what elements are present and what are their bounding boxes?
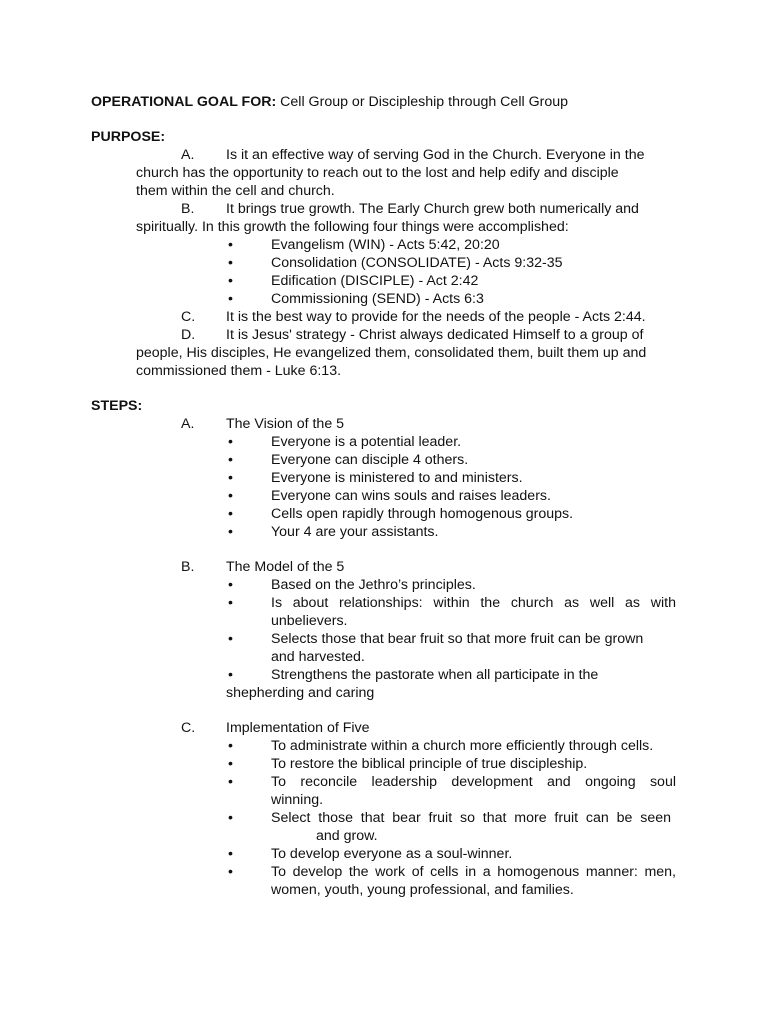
purpose-a-letter: A. [181,147,195,163]
bullet-icon: • [228,273,233,289]
steps-b-bullet-2a: Is about relationships: within the church as well as with [271,595,676,611]
purpose-c-letter: C. [181,309,196,325]
bullet-icon: • [228,846,233,862]
steps-a-bullet-2: Everyone can disciple 4 others. [271,452,469,468]
steps-c-bullet-5: To develop everyone as a soul-winner. [271,846,513,862]
steps-c-bullet-6a: To develop the work of cells in a homogenous manner: men, [271,864,676,880]
bullet-icon: • [228,595,233,611]
bullet-icon: • [228,452,233,468]
steps-a-bullet-4: Everyone can wins souls and raises leaders. [271,488,551,504]
steps-b-title: The Model of the 5 [226,559,345,575]
steps-b-letter: B. [181,559,195,575]
purpose-c-text: It is the best way to provide for the needs of the people - Acts 2:44. [226,309,646,325]
bullet-icon: • [228,864,233,880]
bullet-icon: • [228,470,233,486]
purpose-b-bullet-1: Evangelism (WIN) - Acts 5:42, 20:20 [271,237,500,253]
steps-c-bullet-2: To restore the biblical principle of true discipleship. [271,756,588,772]
steps-b-bullet-1: Based on the Jethro’s principles. [271,577,476,593]
bullet-icon: • [228,255,233,271]
bullet-icon: • [228,434,233,450]
bullet-icon: • [228,524,233,540]
steps-c-bullet-3b: winning. [271,792,324,808]
bullet-icon: • [228,506,233,522]
steps-b-bullet-2b: unbelievers. [271,613,348,629]
steps-c-bullet-4b: and grow. [316,828,378,844]
steps-a-bullet-6: Your 4 are your assistants. [271,524,439,540]
bullet-icon: • [228,237,233,253]
purpose-a-text-3: them within the cell and church. [136,183,335,199]
steps-c-bullet-1: To administrate within a church more efficiently through cells. [271,738,654,754]
bullet-icon: • [228,631,233,647]
steps-c-bullet-4a: Select those that bear fruit so that more fruit can be seen [271,810,671,826]
purpose-b-bullet-3: Edification (DISCIPLE) - Act 2:42 [271,273,479,289]
steps-heading: STEPS: [91,398,143,414]
purpose-a-text-1: Is it an effective way of serving God in the Church. Everyone in the [226,147,645,163]
purpose-d-text-1: It is Jesus' strategy - Christ always dedicated Himself to a group of [226,327,644,343]
steps-a-bullet-5: Cells open rapidly through homogenous groups. [271,506,574,522]
purpose-b-bullet-4: Commissioning (SEND) - Acts 6:3 [271,291,484,307]
purpose-d-text-3: commissioned them - Luke 6:13. [136,363,342,379]
steps-a-bullet-1: Everyone is a potential leader. [271,434,462,450]
steps-a-bullet-3: Everyone is ministered to and ministers. [271,470,523,486]
steps-c-bullet-3a: To reconcile leadership development and ongoing soul [271,774,676,790]
operational-goal-line [91,94,568,112]
steps-c-letter: C. [181,720,196,736]
purpose-heading: PURPOSE: [91,129,166,145]
steps-c-bullet-6b: women, youth, young professional, and families. [271,882,574,898]
bullet-icon: • [228,756,233,772]
steps-a-title: The Vision of the 5 [226,416,345,432]
bullet-icon: • [228,291,233,307]
purpose-d-text-2: people, His disciples, He evangelized them, consolidated them, built them up and [136,345,647,361]
purpose-b-text-2: spiritually. In this growth the following four things were accomplished: [136,219,569,235]
bullet-icon: • [228,810,233,826]
operational-goal-value: Cell Group or Discipleship through Cell Group [276,94,568,110]
purpose-d-letter: D. [181,327,196,343]
bullet-icon: • [228,488,233,504]
purpose-b-text-1: It brings true growth. The Early Church grew both numerically and [226,201,639,217]
bullet-icon: • [228,738,233,754]
steps-a-letter: A. [181,416,195,432]
steps-b-bullet-3a: Selects those that bear fruit so that more fruit can be grown [271,631,644,647]
steps-b-bullet-4b: shepherding and caring [226,685,375,701]
purpose-b-letter: B. [181,201,195,217]
bullet-icon: • [228,577,233,593]
operational-goal-label: OPERATIONAL GOAL FOR: [91,94,277,110]
steps-b-bullet-4a: Strengthens the pastorate when all participate in the [271,667,599,683]
steps-b-bullet-3b: and harvested. [271,649,365,665]
purpose-b-bullet-2: Consolidation (CONSOLIDATE) - Acts 9:32-35 [271,255,563,271]
purpose-a-text-2: church has the opportunity to reach out to the lost and help edify and disciple [136,165,619,181]
steps-c-title: Implementation of Five [226,720,370,736]
bullet-icon: • [228,774,233,790]
bullet-icon: • [228,667,233,683]
